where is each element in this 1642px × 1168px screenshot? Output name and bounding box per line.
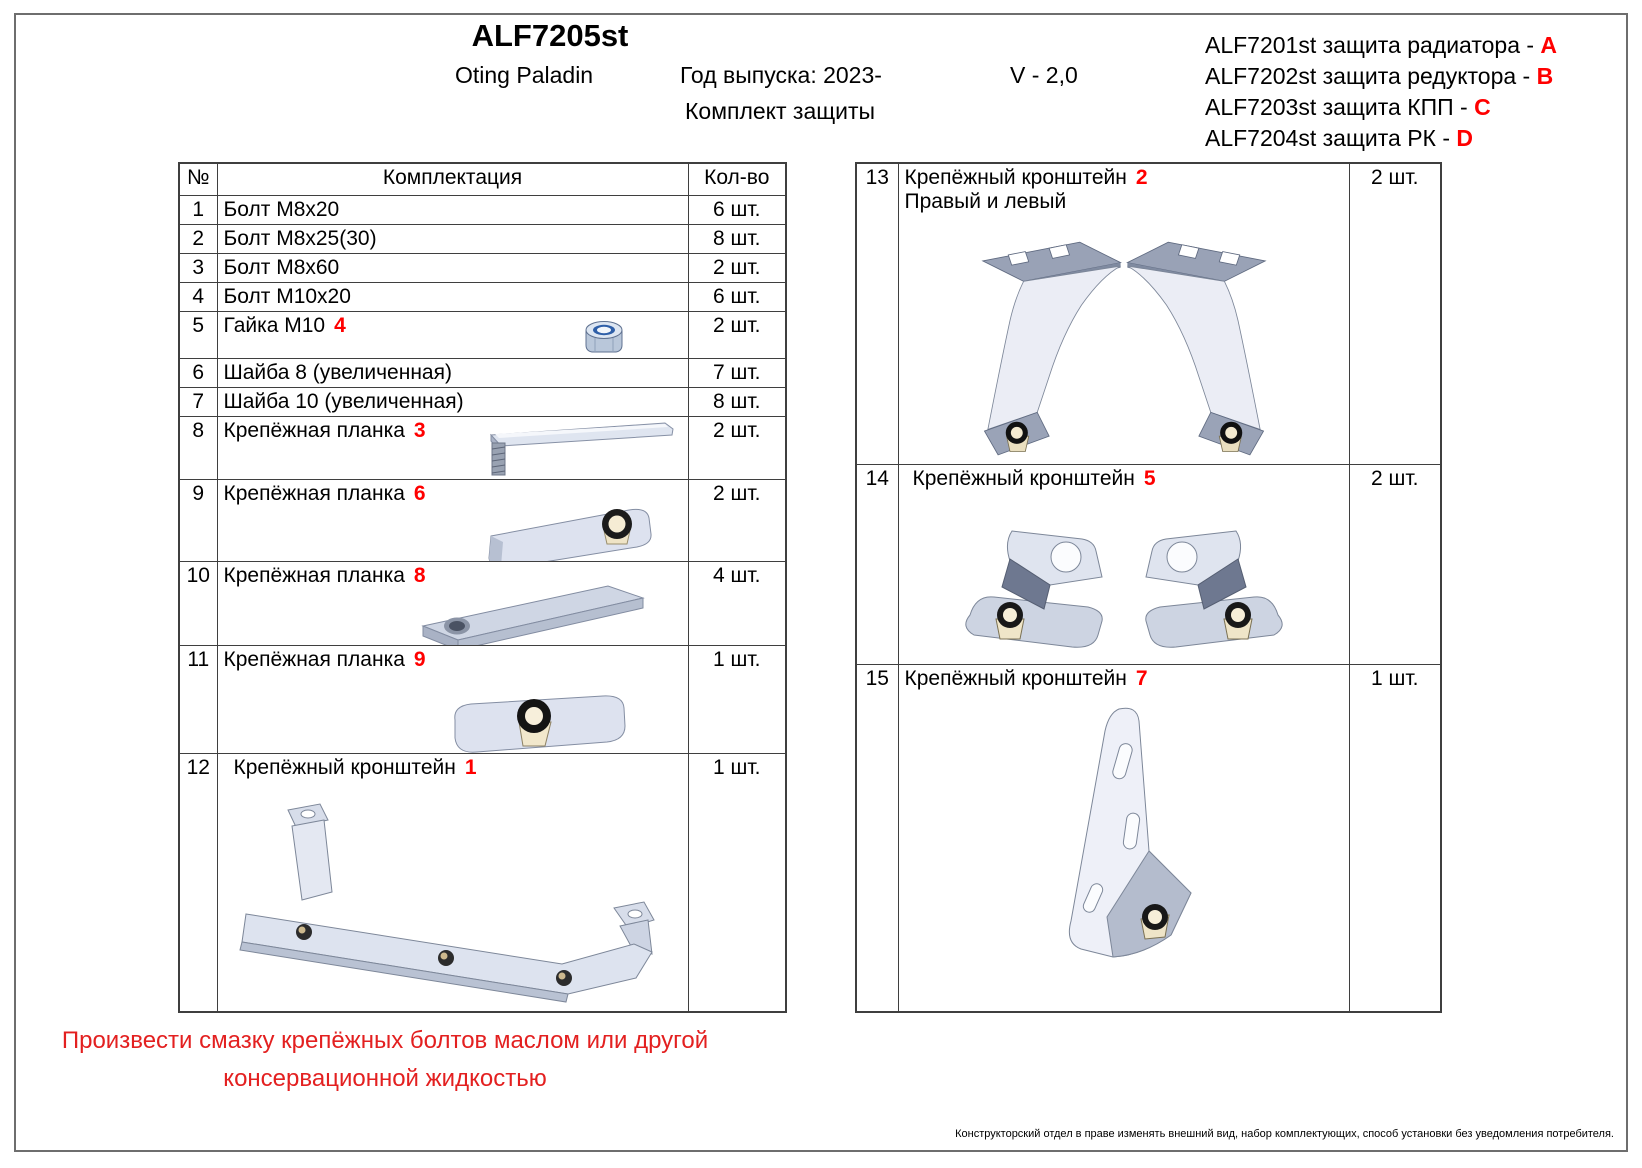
part-name: Крепёжный кронштейн 2 Правый и левый [898, 163, 1349, 464]
catalog-item [1205, 61, 1557, 92]
row-num: 2 [179, 224, 217, 253]
lubrication-note-line2: консервационной жидкостью [223, 1065, 547, 1092]
table-row [179, 358, 786, 387]
col-header-num: № [179, 163, 217, 195]
rounded-plate-with-nut-image [431, 668, 636, 754]
part-qty: 1 шт. [1349, 664, 1441, 1012]
part-qty: 8 шт. [688, 387, 786, 416]
catalog-item-letter: A [1540, 32, 1558, 58]
catalog-item-letter: D [1456, 125, 1473, 151]
table-row [856, 664, 1441, 1012]
kit-subtitle: Комплект защиты [685, 98, 876, 124]
part-qty: 6 шт. [688, 282, 786, 311]
clamp-pair-image [954, 515, 1294, 655]
part-name: Крепёжный кронштейн 7 [898, 664, 1349, 1012]
parts-table-right [855, 162, 1442, 1013]
disclaimer-text: Конструкторский отдел в праве изменять внешний вид, набор комплектующих, способ установки без уведомления потребителя. [955, 1128, 1614, 1140]
part-name: Крепёжная планка 3 [217, 416, 688, 479]
model-year: Год выпуска: 2023- [680, 62, 882, 88]
part-name: Крепёжная планка 6 [217, 479, 688, 561]
part-qty: 7 шт. [688, 358, 786, 387]
part-name: Болт М8х25(30) [217, 224, 688, 253]
corner-bracket-image [1019, 703, 1229, 981]
catalog-item-text: ALF7202st защита редуктора - [1205, 63, 1537, 89]
part-qty: 2 шт. [688, 253, 786, 282]
part-qty: 2 шт. [1349, 163, 1441, 464]
row-num: 4 [179, 282, 217, 311]
row-num: 9 [179, 479, 217, 561]
part-ref-number: 6 [413, 481, 426, 505]
row-num: 12 [179, 753, 217, 1012]
table-row [179, 645, 786, 753]
catalog-item [1205, 30, 1557, 61]
col-header-name: Комплектация [217, 163, 688, 195]
part-ref-number: 3 [413, 418, 426, 442]
part-name: Шайба 10 (увеличенная) [217, 387, 688, 416]
table-row [179, 195, 786, 224]
part-name: Крепёжный кронштейн 5 [898, 464, 1349, 664]
part-ref-number: 9 [413, 647, 426, 671]
long-bracket-image [232, 796, 662, 1006]
part-name: Шайба 8 (увеличенная) [217, 358, 688, 387]
table-row [179, 224, 786, 253]
table-row [179, 253, 786, 282]
row-num: 13 [856, 163, 898, 464]
page-title: ALF7205st [471, 18, 629, 53]
catalog-item [1205, 123, 1557, 154]
table-row [179, 311, 786, 358]
vehicle-model: Oting Paladin [455, 62, 594, 88]
part-ref-number: 1 [464, 755, 477, 779]
lubrication-note-line1: Произвести смазку крепёжных болтов маслом или другой [61, 1027, 709, 1054]
part-ref-number: 8 [413, 563, 426, 587]
stud-plate-image [475, 419, 680, 477]
lubrication-note [40, 1022, 730, 1098]
catalog-item-letter: B [1536, 63, 1554, 89]
catalog-item [1205, 92, 1557, 123]
table-header-row [179, 163, 786, 195]
part-qty: 2 шт. [1349, 464, 1441, 664]
part-name: Гайка М10 4 [217, 311, 688, 358]
plate-with-nut-image [477, 494, 672, 562]
table-row [179, 282, 786, 311]
row-num: 14 [856, 464, 898, 664]
table-row [179, 753, 786, 1012]
row-num: 15 [856, 664, 898, 1012]
part-qty: 4 шт. [688, 561, 786, 645]
part-ref-number: 2 [1135, 166, 1148, 189]
part-qty: 8 шт. [688, 224, 786, 253]
flat-plate-image [413, 576, 648, 646]
row-num: 3 [179, 253, 217, 282]
col-header-qty: Кол-во [688, 163, 786, 195]
table-row [856, 163, 1441, 464]
part-name: Крепёжная планка 9 [217, 645, 688, 753]
row-num: 11 [179, 645, 217, 753]
part-name: Болт М8х20 [217, 195, 688, 224]
part-qty: 2 шт. [688, 416, 786, 479]
part-qty: 2 шт. [688, 479, 786, 561]
row-num: 6 [179, 358, 217, 387]
parts-table-left [178, 162, 787, 1013]
table-row [179, 416, 786, 479]
part-qty: 2 шт. [688, 311, 786, 358]
part-subname: Правый и левый [904, 190, 1067, 213]
table-row [179, 479, 786, 561]
row-num: 7 [179, 387, 217, 416]
part-name: Болт М8х60 [217, 253, 688, 282]
catalog-item-letter: C [1474, 94, 1491, 120]
row-num: 8 [179, 416, 217, 479]
part-ref-number: 4 [334, 313, 346, 337]
catalog-item-text: ALF7201st защита радиатора - [1205, 32, 1541, 58]
part-qty: 6 шт. [688, 195, 786, 224]
table-row [856, 464, 1441, 664]
part-qty: 1 шт. [688, 645, 786, 753]
part-name: Крепёжная планка 8 [217, 561, 688, 645]
part-name: Крепёжный кронштейн 1 [217, 753, 688, 1012]
row-num: 1 [179, 195, 217, 224]
table-row [179, 561, 786, 645]
part-ref-number: 7 [1135, 666, 1148, 690]
related-products-list [1205, 30, 1557, 154]
part-qty: 1 шт. [688, 753, 786, 1012]
bracket-pair-image [924, 232, 1324, 460]
row-num: 5 [179, 311, 217, 358]
lock-nut-image [575, 315, 633, 359]
part-ref-number: 5 [1143, 466, 1156, 490]
catalog-item-text: ALF7203st защита КПП - [1205, 94, 1475, 120]
table-row [179, 387, 786, 416]
row-num: 10 [179, 561, 217, 645]
part-name: Болт М10х20 [217, 282, 688, 311]
engine-volume: V - 2,0 [1010, 62, 1078, 88]
catalog-item-text: ALF7204st защита РК - [1205, 125, 1457, 151]
